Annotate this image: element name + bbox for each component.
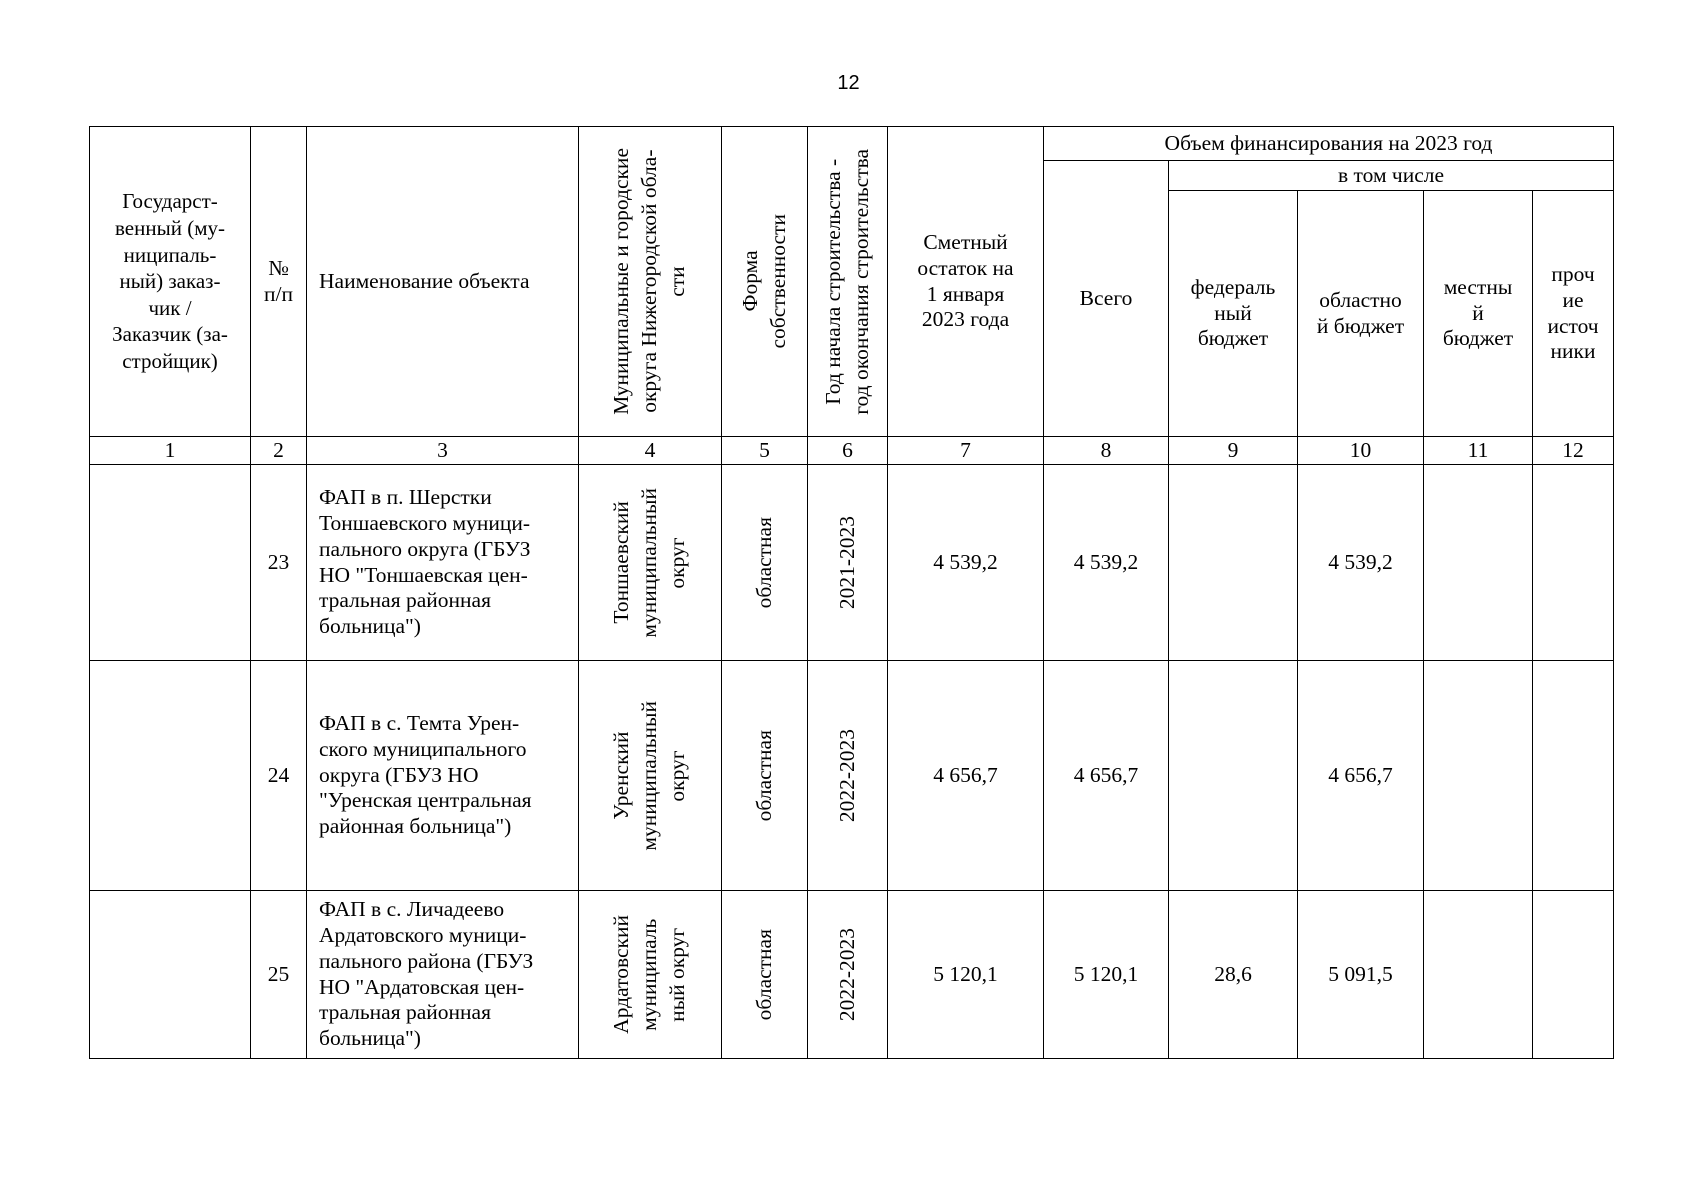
row-number: 23 [251, 465, 307, 661]
column-number: 1 [90, 437, 251, 465]
row-federal [1169, 465, 1298, 661]
column-number-row [90, 437, 1614, 465]
header-number: № п/п [251, 127, 307, 437]
row-balance: 5 120,1 [888, 891, 1044, 1059]
row-object-name: ФАП в с. Темта Урен- ского муниципального округа (ГБУЗ НО "Уренская центральная районная больница") [307, 661, 579, 891]
column-number: 12 [1533, 437, 1614, 465]
row-years: 2022-2023 [808, 661, 888, 891]
row-other [1533, 465, 1614, 661]
header-object-name: Наименование объекта [307, 127, 579, 437]
row-total: 4 539,2 [1044, 465, 1169, 661]
column-number: 5 [722, 437, 808, 465]
row-balance: 4 539,2 [888, 465, 1044, 661]
header-district: Муниципальные и городские округа Нижегородской обла- сти [579, 127, 722, 437]
row-ownership: областная [722, 661, 808, 891]
header-including: в том числе [1169, 161, 1614, 191]
row-district: Уренский муниципальный округ [579, 661, 722, 891]
header-years: Год начала строительства - год окончания строительства [808, 127, 888, 437]
header-local: местны й бюджет [1424, 191, 1533, 437]
table-row [90, 465, 1614, 661]
column-number: 2 [251, 437, 307, 465]
row-regional: 5 091,5 [1298, 891, 1424, 1059]
page-number: 12 [837, 72, 860, 94]
column-number: 3 [307, 437, 579, 465]
column-number: 9 [1169, 437, 1298, 465]
row-local [1424, 465, 1533, 661]
header-other: проч ие источ ники [1533, 191, 1614, 437]
row-other [1533, 661, 1614, 891]
financing-table [89, 126, 1614, 1059]
row-local [1424, 891, 1533, 1059]
row-total: 5 120,1 [1044, 891, 1169, 1059]
row-number: 25 [251, 891, 307, 1059]
row-federal [1169, 661, 1298, 891]
header-estimate-balance: Сметный остаток на 1 января 2023 года [888, 127, 1044, 437]
row-local [1424, 661, 1533, 891]
column-number: 7 [888, 437, 1044, 465]
header-total: Всего [1044, 161, 1169, 437]
column-number: 8 [1044, 437, 1169, 465]
row-regional: 4 539,2 [1298, 465, 1424, 661]
row-balance: 4 656,7 [888, 661, 1044, 891]
row-object-name: ФАП в п. Шерстки Тоншаевского муници- пального округа (ГБУЗ НО "Тоншаевская цен- тральная районная больница") [307, 465, 579, 661]
table-row [90, 891, 1614, 1059]
row-district: Ардатовский муниципаль ный округ [579, 891, 722, 1059]
row-customer [90, 891, 251, 1059]
header-federal: федераль ный бюджет [1169, 191, 1298, 437]
header-customer: Государст- венный (му- ниципаль- ный) заказ- чик / Заказчик (за- стройщик) [90, 127, 251, 437]
header-ownership: Форма собственности [722, 127, 808, 437]
table-row [90, 661, 1614, 891]
column-number: 6 [808, 437, 888, 465]
row-federal: 28,6 [1169, 891, 1298, 1059]
header-regional: областно й бюджет [1298, 191, 1424, 437]
column-number: 10 [1298, 437, 1424, 465]
row-district: Тоншаевский муниципальный округ [579, 465, 722, 661]
row-years: 2021-2023 [808, 465, 888, 661]
row-customer [90, 661, 251, 891]
row-number: 24 [251, 661, 307, 891]
column-number: 4 [579, 437, 722, 465]
row-ownership: областная [722, 891, 808, 1059]
column-number: 11 [1424, 437, 1533, 465]
row-ownership: областная [722, 465, 808, 661]
row-regional: 4 656,7 [1298, 661, 1424, 891]
row-years: 2022-2023 [808, 891, 888, 1059]
row-object-name: ФАП в с. Личадеево Ардатовского муници- пального района (ГБУЗ НО "Ардатовская цен- тральная районная больница") [307, 891, 579, 1059]
row-other [1533, 891, 1614, 1059]
header-funding-group: Объем финансирования на 2023 год [1044, 127, 1614, 161]
row-customer [90, 465, 251, 661]
row-total: 4 656,7 [1044, 661, 1169, 891]
